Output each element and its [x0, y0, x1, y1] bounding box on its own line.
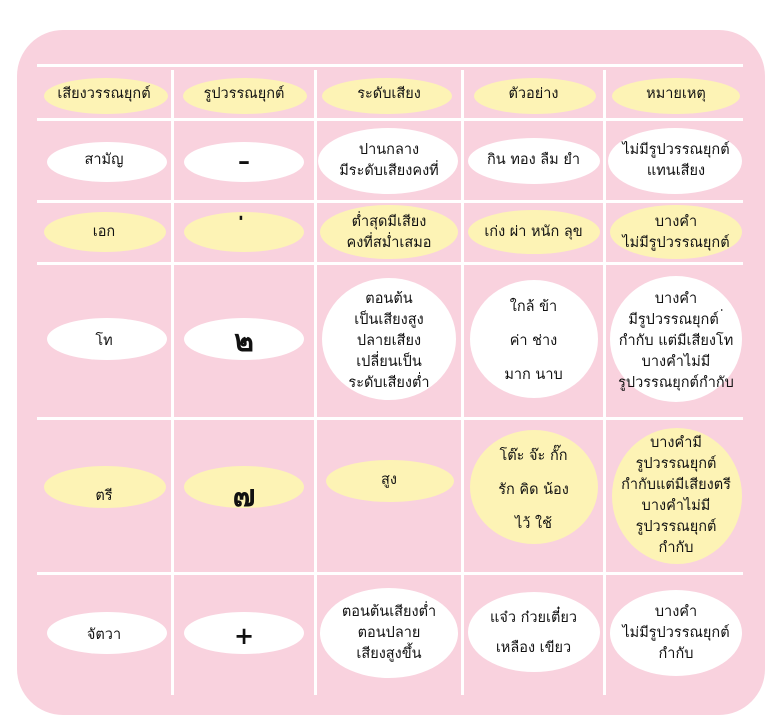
examples-cell: ใกล้ ข้า ค่า ช่าง มาก นาบ: [504, 299, 563, 383]
header-tone: เสียงวรรณยุกต์: [57, 85, 151, 102]
tone-mark: ๗: [232, 478, 256, 514]
tone-mark: –: [238, 146, 250, 175]
note-cell: บางคำ ไม่มีรูปวรรณยุกต์ กำกับ: [622, 603, 730, 662]
level-cell: ปานกลาง มีระดับเสียงคงที่: [339, 141, 439, 179]
examples-cell: เก่ง ผ่า หนัก ลุข: [484, 224, 583, 240]
level-cell: ต่ำสุดมีเสียง คงที่สม่ำเสมอ: [346, 213, 432, 251]
examples-cell: กิน ทอง ลืม ยำ: [487, 152, 580, 168]
tone-mark: +: [233, 620, 255, 650]
level-cell: สูง: [381, 471, 397, 488]
level-cell: ตอนต้น เป็นเสียงสูง ปลายเสียง เปลี่ยนเป็น ระดับเสียงต่ำ: [348, 290, 430, 391]
divider: [37, 64, 743, 67]
examples-cell: โต๊ะ จ๊ะ กั๊ก รัก คิด น้อง ไว้ ใช้: [498, 448, 569, 532]
tone-cell: โท: [95, 332, 113, 349]
tone-cell: จัตวา: [86, 626, 122, 643]
tone-mark: ๒: [234, 323, 254, 359]
tone-cell: เอก: [92, 224, 116, 240]
header-form: รูปวรรณยุกต์: [203, 85, 285, 102]
examples-cell: แจ๋ว ก๋วยเตี๋ยว เหลือง เขียว: [489, 610, 578, 656]
header-level: ระดับเสียง: [357, 85, 421, 102]
header-note: หมายเหตุ: [646, 85, 706, 102]
header-examples: ตัวอย่าง: [508, 85, 559, 102]
level-cell: ตอนต้นเสียงต่ำ ตอนปลาย เสียงสูงขึ้น: [341, 603, 437, 662]
note-cell: บางคำมี รูปวรรณยุกต์ กำกับแต่มีเสียงตรี บางคำไม่มี รูปวรรณยุกต์ กำกับ: [621, 435, 731, 556]
note-cell: ไม่มีรูปวรรณยุกต์ แทนเสียง: [622, 141, 730, 179]
note-cell: บางคำ มีรูปวรรณยุกต์ ่ กำกับ แต่มีเสียงโท บางคำไม่มี รูปวรรณยุกต์กำกับ: [618, 290, 734, 391]
tone-cell: สามัญ: [84, 152, 124, 168]
tone-mark: [174, 203, 314, 262]
note-cell: บางคำ ไม่มีรูปวรรณยุกต์: [622, 213, 730, 251]
tone-cell: ตรี: [95, 487, 113, 504]
